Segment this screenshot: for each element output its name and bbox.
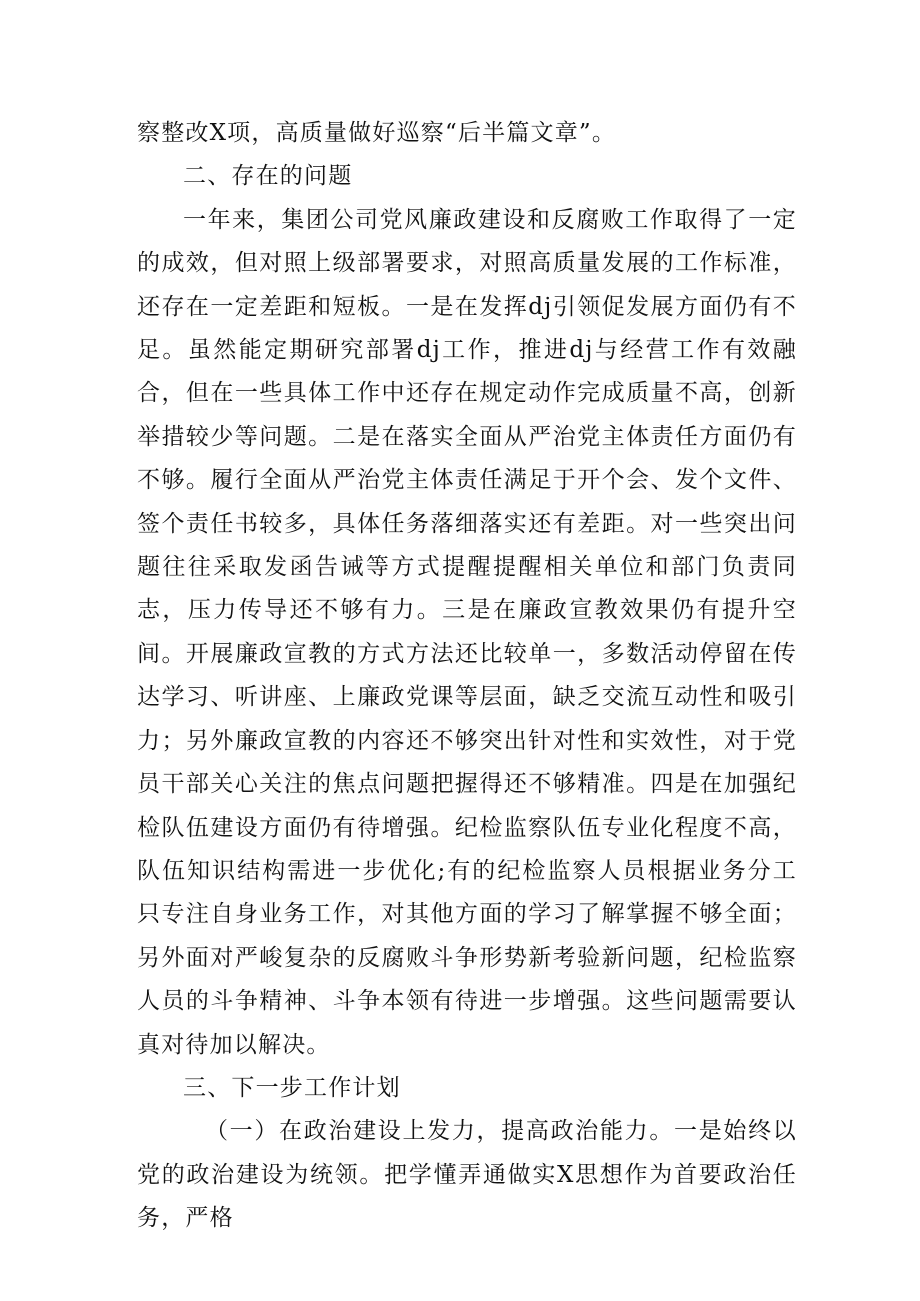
paragraph-next-steps-item-1: （一）在政治建设上发力，提高政治能力。一是始终以党的政治建设为统领。把学懂弄通做实X思想作为首要政治任务，严格	[137, 1118, 797, 1232]
document-body	[137, 112, 797, 1241]
paragraph-intro-tail: 察整改X项，高质量做好巡察“后半篇文章”。	[137, 120, 617, 146]
section-heading-next-steps: 三、下一步工作计划	[183, 1074, 401, 1101]
section-heading-problems: 二、存在的问题	[183, 163, 353, 190]
paragraph-problems-body: 一年来，集团公司党风廉政建设和反腐败工作取得了一定的成效，但对照上级部署要求，对照高质量发展的工作标准，还存在一定差距和短板。一是在发挥dj引领促发展方面仍有不足。虽然能定期研究部署dj工作，推进dj与经营工作有效融合，但在一些具体工作中还存在规定动作完成质量不高，创新举措较少等问题。二是在落实全面从严治党主体责任方面仍有不够。履行全面从严治党主体责任满足于开个会、发个文件、签个责任书较多，具体任务落细落实还有差距。对一些突出问题往往采取发函告诫等方式提醒提醒相关单位和部门负责同志，压力传导还不够有力。三是在廉政宣教效果仍有提升空间。开展廉政宣教的方式方法还比较单一，多数活动停留在传达学习、听讲座、上廉政党课等层面，缺乏交流互动性和吸引力；另外廉政宣教的内容还不够突出针对性和实效性，对于党员干部关心关注的焦点问题把握得还不够精准。四是在加强纪检队伍建设方面仍有待增强。纪检监察队伍专业化程度不高，队伍知识结构需进一步优化;有的纪检监察人员根据业务分工只专注自身业务工作，对其他方面的学习了解掌握不够全面；另外面对严峻复杂的反腐败斗争形势新考验新问题，纪检监察人员的斗争精神、斗争本领有待进一步增强。这些问题需要认真对待加以解决。	[137, 206, 797, 1058]
